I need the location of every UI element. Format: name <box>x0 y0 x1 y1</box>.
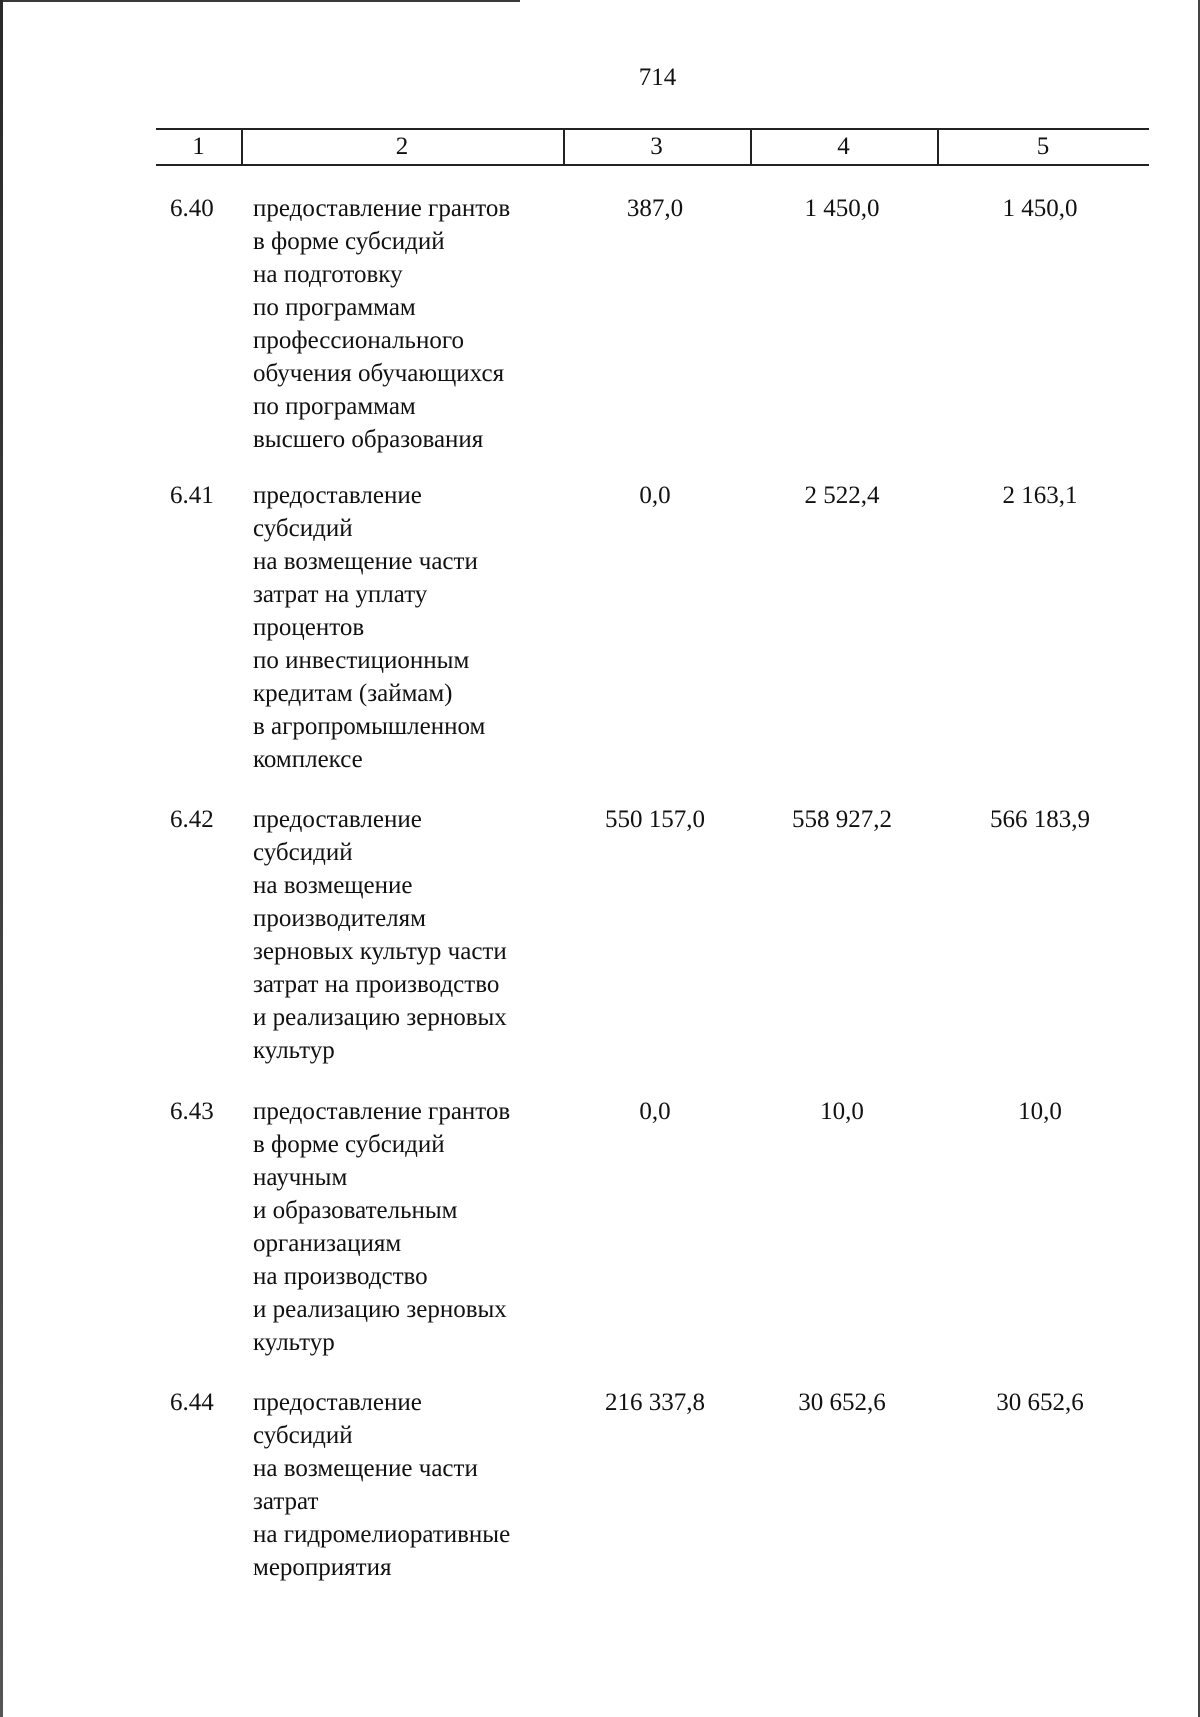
row-value-col5: 1 450,0 <box>1002 195 1078 222</box>
row-value-col3: 0,0 <box>639 482 671 509</box>
scan-edge-left <box>0 0 3 1717</box>
row-description: предоставление грантов в форме субсидий на подготовку по программам профессионального обучения обучающихся по программам высшего образования <box>253 195 511 453</box>
row-number: 6.40 <box>170 195 214 222</box>
row-number: 6.44 <box>170 1389 214 1416</box>
header-col-4: 4 <box>837 133 850 160</box>
header-col-5: 5 <box>1036 133 1050 160</box>
row-value-col5: 2 163,1 <box>1002 482 1078 509</box>
row-description: предоставление субсидий на возмещение части затрат на гидромелиоративные мероприятия <box>253 1389 511 1581</box>
row-value-col4: 558 927,2 <box>792 806 892 833</box>
row-value-col4: 10,0 <box>820 1098 864 1125</box>
row-description: предоставление грантов в форме субсидий научным и образовательным организациям на производство и реализацию зерновых культур <box>253 1098 511 1356</box>
row-value-col5: 566 183,9 <box>990 806 1090 833</box>
header-col-3: 3 <box>650 133 663 160</box>
page-number: 714 <box>638 64 677 91</box>
row-number: 6.43 <box>170 1098 214 1125</box>
row-number: 6.41 <box>170 482 214 509</box>
header-col-1: 1 <box>192 133 205 160</box>
row-value-col3: 0,0 <box>639 1098 671 1125</box>
row-value-col5: 10,0 <box>1018 1098 1062 1125</box>
header-rule-bottom <box>156 164 1149 166</box>
row-value-col3: 216 337,8 <box>605 1389 705 1416</box>
row-value-col5: 30 652,6 <box>996 1389 1084 1416</box>
row-number: 6.42 <box>170 806 214 833</box>
row-description: предоставление субсидий на возмещение производителям зерновых культур части затрат на производство и реализацию зерновых культур <box>253 806 507 1064</box>
header-col-2: 2 <box>395 133 409 160</box>
row-value-col3: 550 157,0 <box>605 806 705 833</box>
scan-edge-top <box>0 0 520 2</box>
row-description: предоставление субсидий на возмещение части затрат на уплату процентов по инвестиционным кредитам (займам) в агропромышленном комплексе <box>253 482 486 773</box>
row-value-col4: 30 652,6 <box>798 1389 886 1416</box>
row-value-col4: 1 450,0 <box>804 195 880 222</box>
row-value-col4: 2 522,4 <box>804 482 880 509</box>
row-value-col3: 387,0 <box>626 195 684 222</box>
